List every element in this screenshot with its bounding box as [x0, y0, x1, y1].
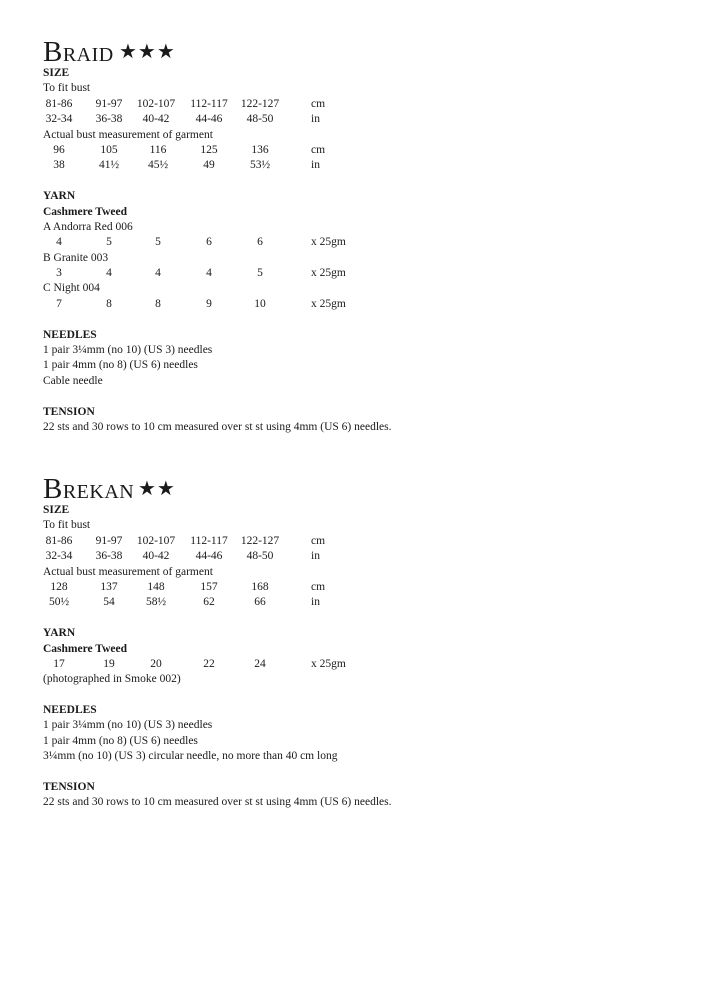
qty-cell: 5: [257, 267, 263, 280]
unit-label: cm: [311, 580, 326, 593]
photo-note: (photographed in Smoke 002): [43, 673, 181, 686]
qty-cell: 20: [150, 657, 162, 670]
size-cell: 102-107: [136, 534, 176, 547]
unit-label: in: [311, 550, 320, 563]
tension-text: 22 sts and 30 rows to 10 cm measured over st st using 4mm (US 6) needles.: [43, 796, 392, 809]
size-cell: 44-46: [195, 113, 223, 126]
fit-cm-row: [43, 534, 663, 549]
qty-cell: 7: [56, 297, 62, 310]
size-cell: 125: [200, 143, 218, 156]
unit-label: cm: [311, 97, 326, 110]
qty-cell: 5: [155, 236, 161, 249]
pattern-title: Braid: [43, 36, 114, 68]
actual-label: Actual bust measurement of garment: [43, 565, 213, 578]
size-cell: 36-38: [95, 113, 123, 126]
pattern-title-row: [43, 38, 663, 66]
pattern-braid: [43, 38, 663, 435]
qty-cell: 10: [254, 297, 266, 310]
needle-item: 1 pair 3¼mm (no 10) (US 3) needles: [43, 344, 213, 357]
unit-label: in: [311, 159, 320, 172]
fit-in-row: [43, 112, 663, 127]
difficulty-stars: ★★★: [119, 41, 176, 63]
size-cell: 41½: [98, 159, 120, 172]
fit-label: To fit bust: [43, 82, 91, 95]
size-cell: 168: [251, 580, 269, 593]
fit-label: To fit bust: [43, 519, 91, 532]
actual-label: Actual bust measurement of garment: [43, 128, 213, 141]
size-cell: 54: [103, 596, 115, 609]
tension-heading: TENSION: [43, 781, 95, 794]
qty-cell: 6: [257, 236, 263, 249]
qty-cell: 4: [56, 236, 62, 249]
size-cell: 105: [100, 143, 118, 156]
unit-label: cm: [311, 534, 326, 547]
yarn-color-label: B Granite 003: [43, 251, 109, 264]
qty-cell: 8: [106, 297, 112, 310]
qty-cell: 22: [203, 657, 215, 670]
size-cell: 157: [200, 580, 218, 593]
yarn-color-label: A Andorra Red 006: [43, 220, 133, 233]
fit-in-row: [43, 549, 663, 564]
unit-label: x 25gm: [311, 657, 346, 670]
size-cell: 81-86: [45, 97, 73, 110]
size-cell: 91-97: [95, 534, 123, 547]
size-cell: 116: [149, 143, 167, 156]
yarn-qty-row: [43, 266, 663, 281]
size-cell: 112-117: [190, 97, 228, 110]
size-cell: 50½: [48, 596, 70, 609]
yarn-qty-row: [43, 297, 663, 312]
size-cell: 44-46: [195, 550, 223, 563]
size-heading: SIZE: [43, 67, 70, 79]
unit-label: x 25gm: [311, 297, 346, 310]
size-cell: 40-42: [142, 550, 170, 563]
size-cell: 38: [53, 159, 65, 172]
qty-cell: 4: [106, 267, 112, 280]
unit-label: in: [311, 596, 320, 609]
size-cell: 122-127: [240, 97, 280, 110]
pattern-title: Brekan: [43, 473, 135, 505]
actual-in-row: [43, 595, 663, 610]
size-cell: 58½: [145, 596, 167, 609]
size-cell: 40-42: [142, 113, 170, 126]
size-cell: 148: [147, 580, 165, 593]
needles-heading: NEEDLES: [43, 328, 97, 341]
yarn-heading: YARN: [43, 627, 76, 640]
tension-text: 22 sts and 30 rows to 10 cm measured over st st using 4mm (US 6) needles.: [43, 420, 392, 433]
size-cell: 128: [50, 580, 68, 593]
needle-item: 1 pair 4mm (no 8) (US 6) needles: [43, 734, 198, 747]
size-cell: 45½: [147, 159, 169, 172]
size-cell: 112-117: [190, 534, 228, 547]
size-cell: 62: [203, 596, 215, 609]
needle-item: Cable needle: [43, 374, 103, 387]
needles-heading: NEEDLES: [43, 704, 97, 717]
unit-label: cm: [311, 143, 326, 156]
pattern-title-row: [43, 475, 663, 503]
actual-cm-row: [43, 143, 663, 158]
difficulty-stars: ★★: [138, 478, 176, 500]
qty-cell: 17: [53, 657, 65, 670]
needle-item: 3¼mm (no 10) (US 3) circular needle, no more than 40 cm long: [43, 750, 338, 763]
size-cell: 32-34: [45, 113, 73, 126]
tension-heading: TENSION: [43, 405, 95, 418]
yarn-qty-row: [43, 657, 663, 672]
qty-cell: 9: [206, 297, 212, 310]
yarn-color-label: C Night 004: [43, 282, 100, 295]
size-cell: 122-127: [240, 534, 280, 547]
qty-cell: 8: [155, 297, 161, 310]
qty-cell: 4: [206, 267, 212, 280]
qty-cell: 24: [254, 657, 266, 670]
size-cell: 48-50: [246, 113, 274, 126]
needle-item: 1 pair 3¼mm (no 10) (US 3) needles: [43, 719, 213, 732]
qty-cell: 5: [106, 236, 112, 249]
size-cell: 49: [203, 159, 215, 172]
unit-label: in: [311, 113, 320, 126]
size-cell: 53½: [249, 159, 271, 172]
size-cell: 102-107: [136, 97, 176, 110]
size-cell: 36-38: [95, 550, 123, 563]
size-cell: 91-97: [95, 97, 123, 110]
size-cell: 137: [100, 580, 118, 593]
unit-label: x 25gm: [311, 236, 346, 249]
qty-cell: 3: [56, 267, 62, 280]
actual-in-row: [43, 158, 663, 173]
size-cell: 48-50: [246, 550, 274, 563]
needle-item: 1 pair 4mm (no 8) (US 6) needles: [43, 359, 198, 372]
size-cell: 81-86: [45, 534, 73, 547]
size-heading: SIZE: [43, 504, 70, 516]
yarn-heading: YARN: [43, 190, 76, 203]
pattern-brekan: [43, 475, 663, 811]
qty-cell: 4: [155, 267, 161, 280]
yarn-qty-row: [43, 235, 663, 250]
size-cell: 96: [53, 143, 65, 156]
qty-cell: 19: [103, 657, 115, 670]
unit-label: x 25gm: [311, 267, 346, 280]
size-cell: 136: [251, 143, 269, 156]
size-cell: 66: [254, 596, 266, 609]
size-cell: 32-34: [45, 550, 73, 563]
actual-cm-row: [43, 580, 663, 595]
yarn-name: Cashmere Tweed: [43, 642, 128, 655]
fit-cm-row: [43, 97, 663, 112]
qty-cell: 6: [206, 236, 212, 249]
yarn-name: Cashmere Tweed: [43, 205, 128, 218]
